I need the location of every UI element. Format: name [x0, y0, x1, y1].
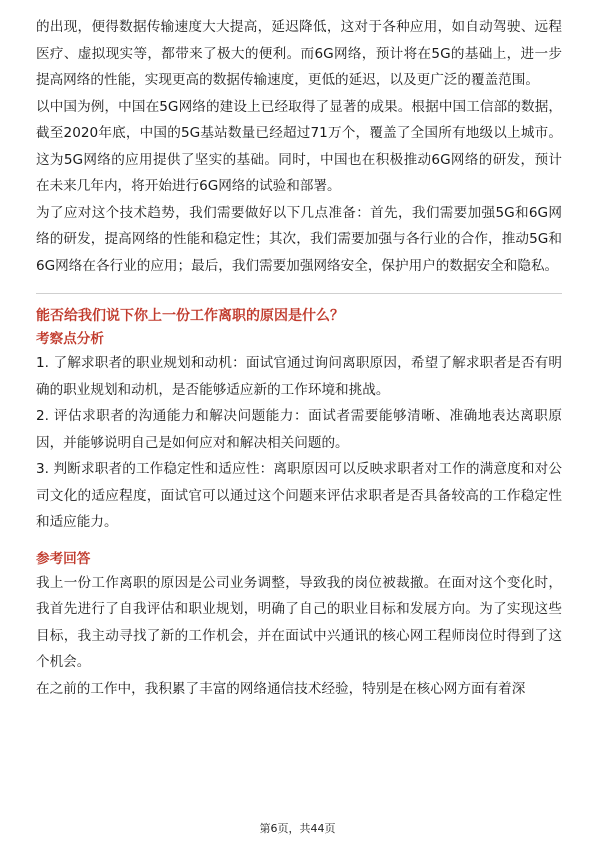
analysis-item: 2. 评估求职者的沟通能力和解决问题能力：面试者需要能够清晰、准确地表达离职原因，并能够说明自己是如何应对和解决相关问题的。 [36, 408, 562, 451]
analysis-item: 3. 判断求职者的工作稳定性和适应性：离职原因可以反映求职者对工作的满意度和对公司文化的适应程度，面试官可以通过这个问题来评估求职者是否具备较高的工作稳定性和适应能力。 [36, 461, 562, 530]
section-divider [36, 293, 562, 294]
answer-paragraph: 在之前的工作中，我积累了丰富的网络通信技术经验，特别是在核心网方面有着深 [36, 680, 526, 697]
page-content [36, 14, 562, 702]
answer-heading: 参考回答 [36, 550, 91, 567]
page-number-footer: 第6页，共44页 [259, 822, 336, 835]
answer-paragraph: 我上一份工作离职的原因是公司业务调整，导致我的岗位被裁撤。在面对这个变化时，我首先进行了自我评估和职业规划，明确了自己的职业目标和发展方向。为了实现这些目标，我主动寻找了新的工作机会，并在面试中兴通讯的核心网工程师岗位时得到了这个机会。 [36, 574, 562, 670]
question-heading: 能否给我们说下你上一份工作离职的原因是什么？ [36, 308, 344, 324]
analysis-item: 1. 了解求职者的职业规划和动机：面试官通过询问离职原因，希望了解求职者是否有明确的职业规划和动机，是否能够适应新的工作环境和挑战。 [36, 355, 562, 398]
intro-paragraph: 的出现，便得数据传输速度大大提高，延迟降低，这对于各种应用，如自动驾驶、远程医疗、虚拟现实等，都带来了极大的便利。而6G网络，预计将在5G的基础上，进一步提高网络的性能，实现更高的数据传输速度，更低的延迟，以及更广泛的覆盖范围。 [36, 19, 562, 88]
intro-paragraph: 为了应对这个技术趋势，我们需要做好以下几点准备：首先，我们需要加强5G和6G网络的研发，提高网络的性能和稳定性；其次，我们需要加强与各行业的合作，推动5G和6G网络在各行业的应用；最后，我们需要加强网络安全，保护用户的数据安全和隐私。 [36, 204, 562, 274]
intro-paragraph: 以中国为例，中国在5G网络的建设上已经取得了显著的成果。根据中国工信部的数据，截至2020年底，中国的5G基站数量已经超过71万个，覆盖了全国所有地级以上城市。这为5G网络的应用提供了坚实的基础。同时，中国也在积极推动6G网络的研发，预计在未来几年内，将开始进行6G网络的试验和部署。 [36, 98, 562, 194]
analysis-heading: 考察点分析 [36, 331, 104, 347]
